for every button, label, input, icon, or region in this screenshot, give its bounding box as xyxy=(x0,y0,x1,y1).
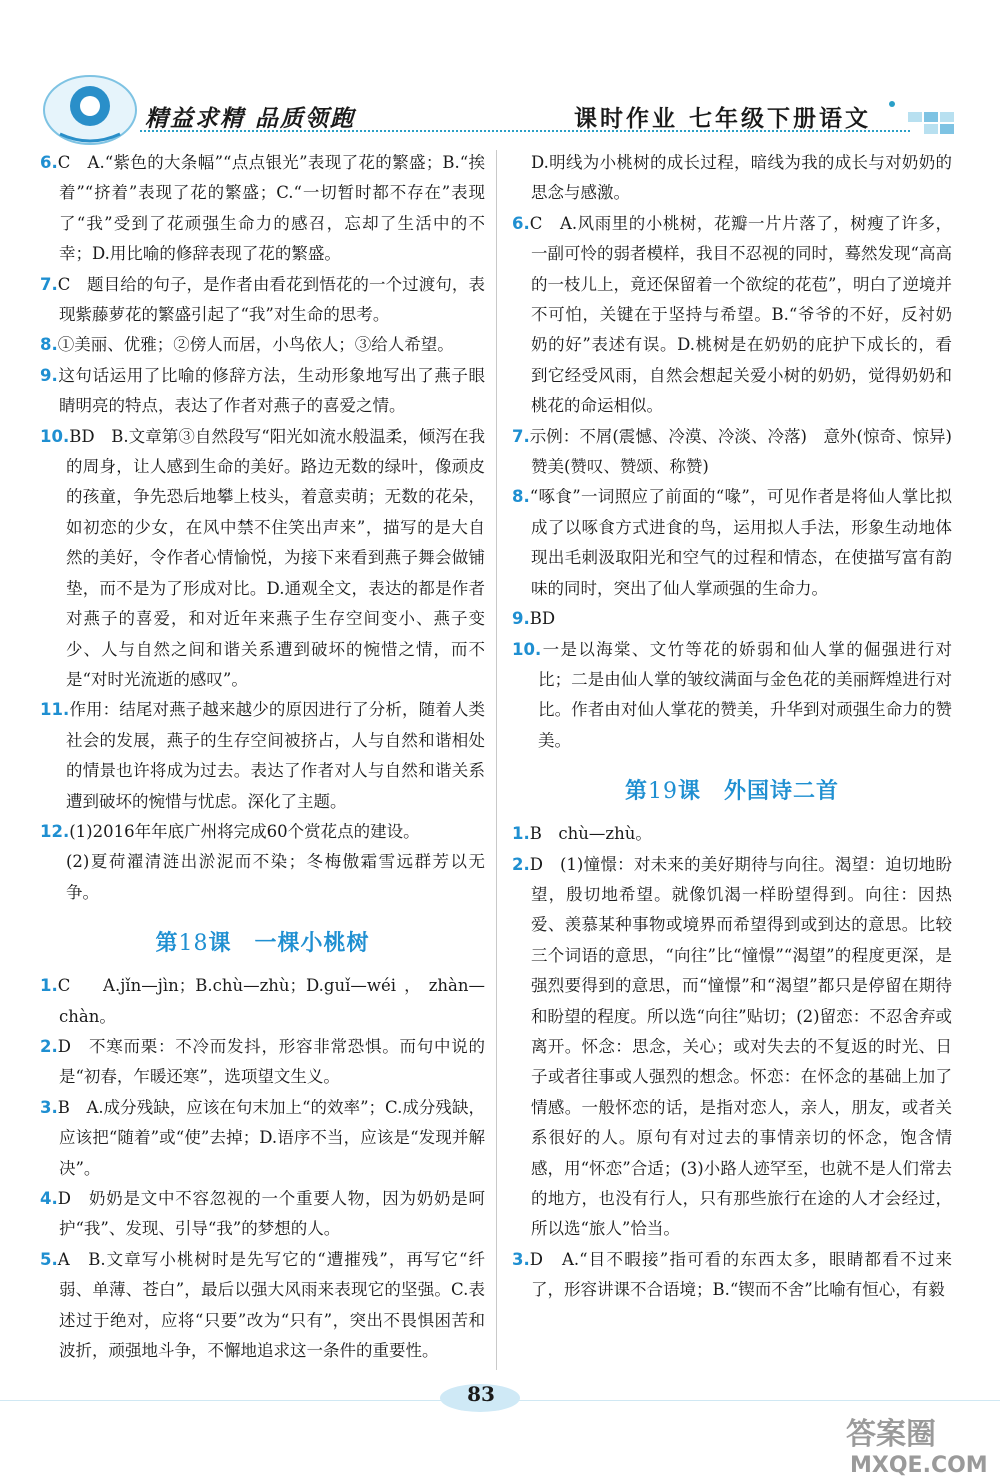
right-column xyxy=(512,148,952,1306)
answer-item: 4.D 奶奶是文中不容忽视的一个重要人物，因为奶奶是呵护“我”、发现、引导“我”的梦想的人。 xyxy=(40,1189,485,1239)
header-slogan: 精益求精 品质领跑 xyxy=(145,106,356,132)
page-number: 83 xyxy=(467,1382,495,1406)
answer-item: 3.D A.“目不暇接”指可看的东西太多，眼睛都看不过来了，形容讲课不合语境；B.“锲而不舍”比喻有恒心，有毅 xyxy=(512,1249,952,1300)
answer-item-part: (2)夏荷濯清涟出淤泥而不染；冬梅傲霜雪远群芳以无争。 xyxy=(66,852,485,902)
answer-item: 3.B A.成分残缺，应该在句末加上“的效率”；C.成分残缺，应该把“随着”或“使”去掉；D.语序不当，应该是“发现并解决”。 xyxy=(40,1097,485,1178)
answer-item: 2.D 不寒而栗：不冷而发抖，形容非常恐惧。而句中说的是“初春，乍暖还寒”，选项望文生义。 xyxy=(40,1036,485,1087)
watermark-logo xyxy=(842,1410,992,1478)
answer-item: 6.C A.“紫色的大条幅”“点点银光”表现了花的繁盛；B.“挨着”“挤着”表现了花的繁盛；C.“一切暂时都不存在”表现了“我”受到了花顽强生命力的感召，忘却了生活中的不幸；D.用比喻的修辞表现了花的繁盛。 xyxy=(40,153,485,264)
column-divider xyxy=(496,150,497,1370)
header-divider xyxy=(140,130,910,132)
answer-item: 8.“啄食”一词照应了前面的“喙”，可见作者是将仙人掌比拟成了以啄食方式进食的鸟，运用拟人手法，形象生动地体现出毛刺汲取阳光和空气的过程和情态，在使描写富有韵味的同时，突出了仙人掌顽强的生命力。 xyxy=(512,487,952,598)
answer-item: 10.一是以海棠、文竹等花的娇弱和仙人掌的倔强进行对比；二是由仙人掌的皱纹满面与金色花的美丽辉煌进行对比。作者由对仙人掌花的赞美，升华到对顽强生命力的赞美。 xyxy=(512,639,952,750)
answer-item: 7.示例：不屑(震憾、冷漠、冷淡、冷落) 意外(惊奇、惊异)赞美(赞叹、赞颂、称赞) xyxy=(512,426,952,477)
lesson-19-title: 第19课 外国诗二首 xyxy=(624,779,840,805)
decorative-squares-icon xyxy=(888,98,968,138)
answer-item: 2.D (1)憧憬：对未来的美好期待与向往。渴望：迫切地盼望，殷切地希望。就像饥渴一样盼望得到。向往：因热爱、羡慕某种事物或境界而希望得到或到达的意思。比较三个词语的意思，“向往”比“憧憬”“渴望”的程度更深，是强烈要得到的意思，而“憧憬”和“渴望”都只是停留在期待和盼望的程度。所以选“向往”贴切；(2)留恋：不忍舍弃或离开。怀念：思念，关心；或对失去的不复返的时光、日子或者往事或人强烈的想念。怀恋：在怀念的基础上加了情感。一般怀恋的话，是指对恋人，亲人，朋友，或者关系很好的人。原句有对过去的事情亲切的怀念，饱含情感，用“怀恋”合适；(3)小路人迹罕至，也就不是人们常去的地方，也没有行人，只有那些旅行在途的人才会经过，所以选“旅人”恰当。 xyxy=(512,854,952,1239)
answer-item: 7.C 题目给的句子，是作者由看花到悟花的一个过渡句，表现紫藤萝花的繁盛引起了“我”对生命的思考。 xyxy=(40,274,485,325)
page-header xyxy=(0,0,1000,150)
lesson-18-title: 第18课 一棵小桃树 xyxy=(155,931,370,957)
book-logo-icon xyxy=(40,68,140,148)
answer-item-part: D.明线为小桃树的成长过程，暗线为我的成长与对奶奶的思念与感激。 xyxy=(531,153,952,203)
answer-item: 9.BD xyxy=(512,609,556,629)
answer-item: 12.(1)2016年年底广州将完成60个赏花点的建设。 xyxy=(40,821,420,841)
answer-item: 11.作用：结尾对燕子越来越少的原因进行了分析，随着人类社会的发展，燕子的生存空间被挤占，人与自然和谐相处的情景也许将成为过去。表达了作者对人与自然和谐关系遭到破坏的惋惜与忧虑。深化了主题。 xyxy=(40,700,485,811)
left-column xyxy=(40,148,485,1366)
answer-item: 1.C A.jǐn—jìn；B.chù—zhù；D.guǐ—wéi，zhàn—chàn。 xyxy=(40,976,485,1026)
answer-item: 1.B chù—zhù。 xyxy=(512,824,652,844)
answer-item: 5.A B.文章写小桃树时是先写它的“遭摧残”，再写它“纤弱、单薄、苍白”，最后以强大风雨来表现它的坚强。C.表述过于绝对，应将“只要”改为“只有”，突出不畏惧困苦和波折，顽强地斗争，不懈地追求这一条件的重要性。 xyxy=(40,1249,485,1361)
answer-item: 6.C A.风雨里的小桃树，花瓣一片片落了，树瘦了许多，一副可怜的弱者模样，我目不忍视的同时，蓦然发现“高高的一枝儿上，竟还保留着一个欲绽的花苞”，明白了逆境并不可怕，关键在于坚持与希望。B.“爷爷的不好，反衬奶奶的好”表述有误。D.桃树是在奶奶的庇护下成长的，看到它经受风雨，自然会想起关爱小树的奶奶，觉得奶奶和桃花的命运相似。 xyxy=(512,213,952,416)
svg-text:答案圈: 答案圈 xyxy=(846,1417,936,1452)
answer-item: 9.这句话运用了比喻的修辞方法，生动形象地写出了燕子眼睛明亮的特点，表达了作者对燕子的喜爱之情。 xyxy=(40,365,485,416)
answer-item: 10.BD B.文章第③自然段写“阳光如流水般温柔，倾泻在我的周身，让人感到生命的美好。路边无数的绿叶，像顽皮的孩童，争先恐后地攀上枝头，着意卖萌；无数的花朵，如初恋的少女，在风中禁不住笑出声来”，描写的是大自然的美好，令作者心情愉悦，为接下来看到燕子舞会做铺垫，而不是为了形成对比。D.通观全文，表达的都是作者对燕子的喜爱，和对近年来燕子生存空间变小、燕子变少、人与自然之间和谐关系遭到破坏的惋惜之情，而不是“对时光流逝的感叹”。 xyxy=(40,426,485,689)
header-book-title: 课时作业 七年级下册语文 xyxy=(574,106,872,132)
answer-item: 8.①美丽、优雅；②傍人而居，小鸟依人；③给人希望。 xyxy=(40,335,454,355)
svg-text:MXQE.COM: MXQE.COM xyxy=(850,1453,988,1478)
